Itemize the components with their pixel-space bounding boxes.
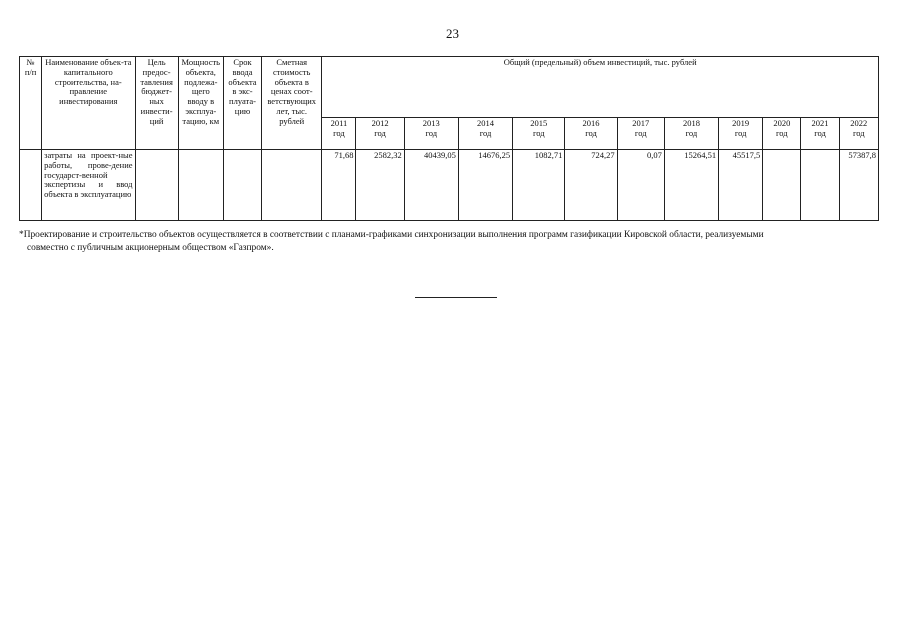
header-capacity: Мощность объекта, подлежа-щего вводу в эксплуа-тацию, км [178,57,223,150]
year-label: 2012 [371,118,389,128]
year-unit: год [634,127,647,138]
table-row [20,150,879,221]
year-header [801,118,839,150]
cell-capacity [178,150,223,221]
year-label: 2013 [422,118,440,128]
year-header [839,118,878,150]
year-header [356,118,404,150]
cell-value-2016: 724,27 [565,150,617,221]
year-label: 2014 [477,118,495,128]
year-label: 2017 [632,118,650,128]
footnote [19,229,881,254]
year-header [404,118,458,150]
year-unit: год [479,127,492,138]
cell-value-2014: 14676,25 [458,150,512,221]
cell-value-2011: 71,68 [322,150,356,221]
cell-estimate [262,150,322,221]
table-header-row [20,57,879,118]
footnote-line-2: совместно с публичным акционерным обществом «Газпром». [27,242,274,253]
cell-value-2022: 57387,8 [839,150,878,221]
cell-value-2020 [763,150,801,221]
year-unit: год [685,127,698,138]
year-header [664,118,718,150]
year-label: 2019 [732,118,750,128]
year-label: 2015 [530,118,548,128]
year-unit: год [333,127,345,138]
header-estimate: Сметная стоимость объекта в ценах соот-ветствующих лет, тыс. рублей [262,57,322,150]
year-label: 2016 [582,118,600,128]
year-unit: год [532,127,545,138]
year-header [719,118,763,150]
year-unit: год [425,127,438,138]
year-header [513,118,565,150]
cell-name: затраты на проект-ные работы, прове-дение государст-венной экспертизы и ввод объекта в эксплуатацию [42,150,135,221]
year-label: 2021 [811,118,829,128]
year-header [458,118,512,150]
cell-value-2015: 1082,71 [513,150,565,221]
cell-value-2012: 2582,32 [356,150,404,221]
cell-value-2017: 0,07 [617,150,664,221]
header-purpose: Цель предос-тавления бюджет-ных инвести-ций [135,57,178,150]
cell-value-2021 [801,150,839,221]
footnote-line-1: *Проектирование и строительство объектов осуществляется в соответствии с планами-графиками синхронизации выполнения программ газификации Кировской области, реализуемыми [19,230,764,240]
cell-term [223,150,261,221]
year-unit: год [734,127,747,138]
year-unit: год [852,127,865,138]
investment-table [19,56,879,221]
header-term: Срок ввода объекта в экс-плуата-цию [223,57,261,150]
page-number: 23 [446,26,459,41]
year-label: 2018 [682,118,700,128]
year-unit: год [585,127,597,138]
cell-num [20,150,42,221]
year-unit: год [374,127,386,138]
year-label: 2011 [330,118,348,128]
year-unit: год [776,127,788,138]
header-name: Наименование объек-та капитального строительства, на-правление инвестирования [42,57,135,150]
cell-value-2018: 15264,51 [664,150,718,221]
year-header [617,118,664,150]
year-header [763,118,801,150]
end-rule [415,297,497,298]
header-total-investment: Общий (предельный) объем инвестиций, тыс. рублей [322,57,879,118]
cell-purpose [135,150,178,221]
year-label: 2022 [850,118,868,128]
header-num: № п/п [20,57,42,150]
cell-value-2019: 45517,5 [719,150,763,221]
year-header [565,118,617,150]
year-unit: год [814,127,826,138]
year-label: 2020 [773,118,791,128]
cell-value-2013: 40439,05 [404,150,458,221]
year-header [322,118,356,150]
